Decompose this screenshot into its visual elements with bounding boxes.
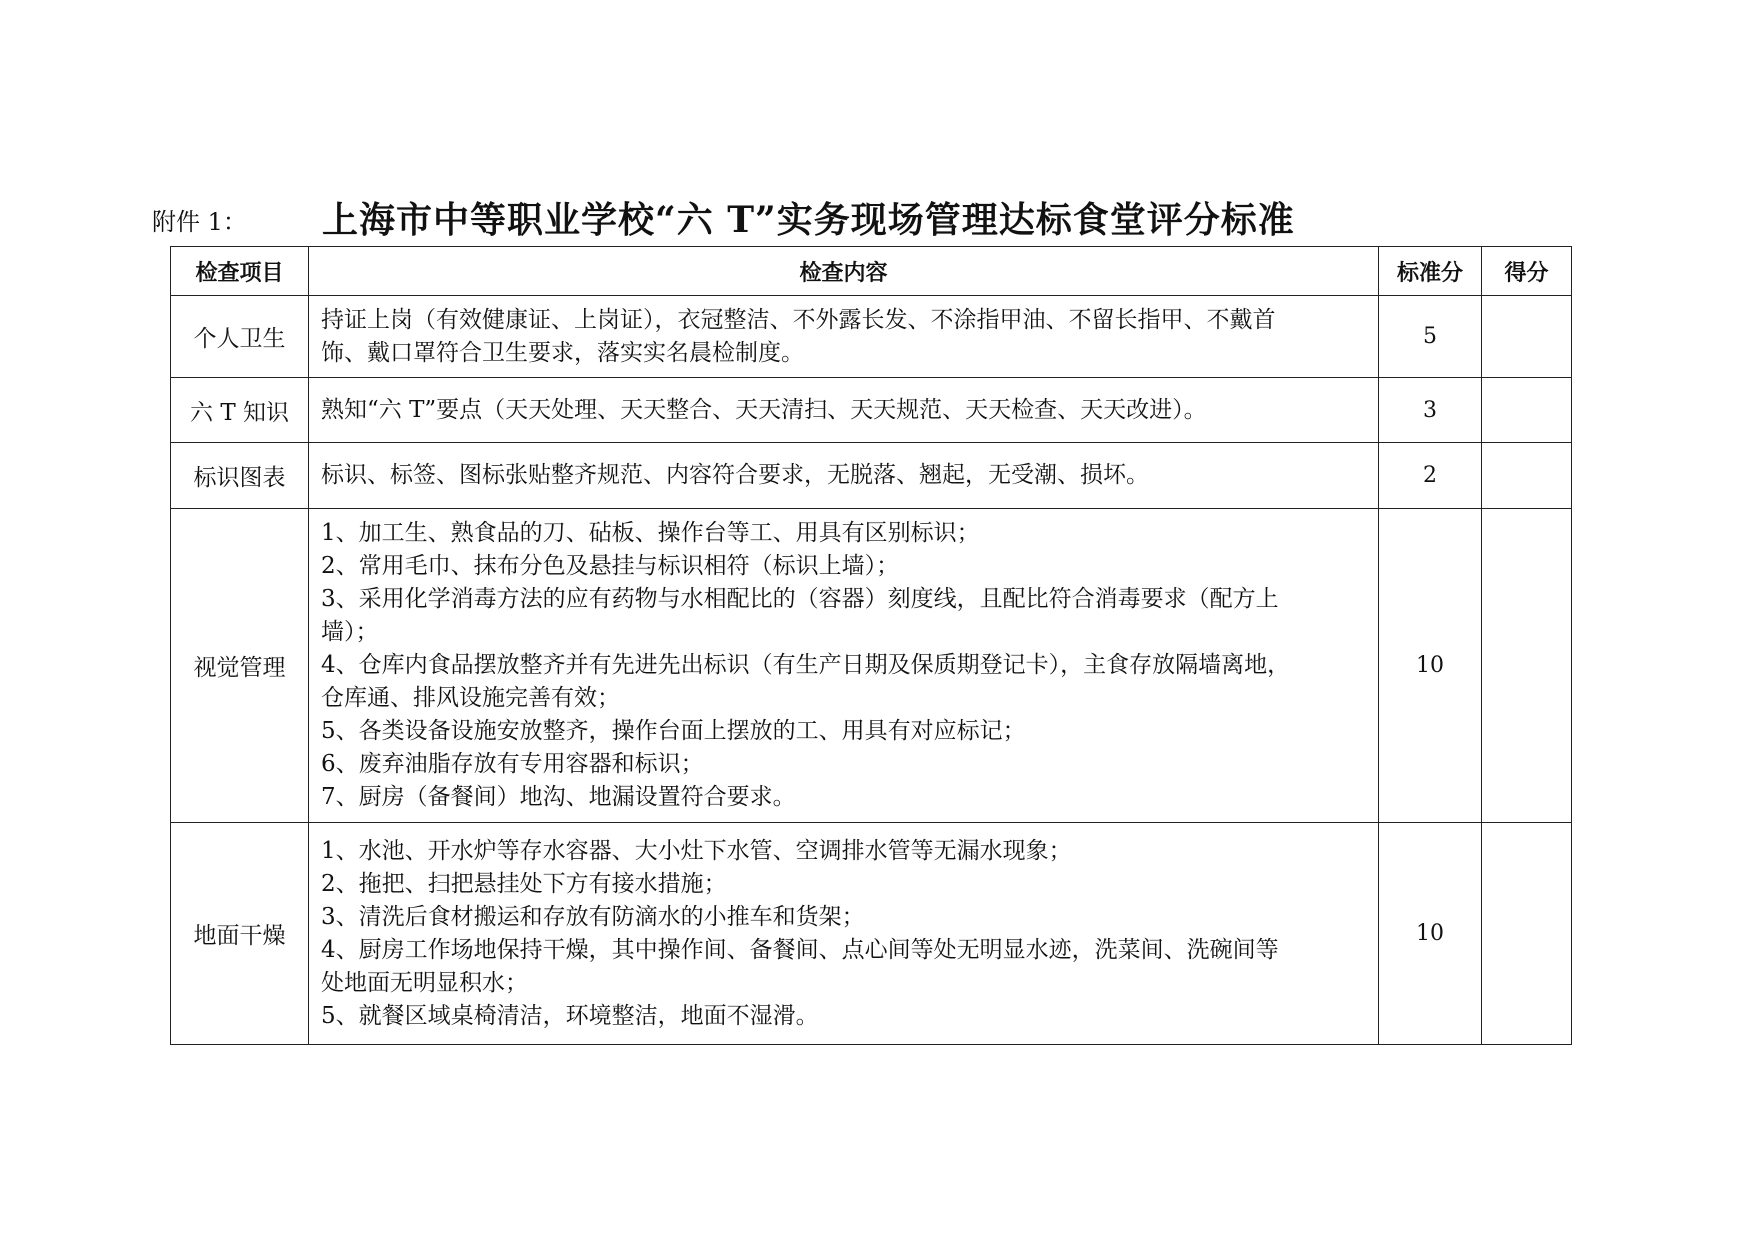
row-score-input[interactable]	[1482, 443, 1572, 509]
row-item: 六 T 知识	[171, 378, 309, 443]
content-line: 熟知“六 T”要点（天天处理、天天整合、天天清扫、天天规范、天天检查、天天改进）。	[321, 396, 1207, 423]
content-line: 3、清洗后食材搬运和存放有防滴水的小推车和货架；	[321, 903, 865, 930]
table-row	[171, 443, 1572, 509]
content-line: 2、拖把、扫把悬挂处下方有接水措施；	[321, 870, 727, 897]
content-line: 处地面无明显积水；	[321, 969, 528, 996]
row-standard-score: 3	[1379, 378, 1482, 443]
content-line: 4、仓库内食品摆放整齐并有先进先出标识（有生产日期及保质期登记卡），主食存放隔墙离地，	[321, 652, 1291, 678]
row-content	[309, 296, 1379, 378]
content-line: 1、水池、开水炉等存水容器、大小灶下水管、空调排水管等无漏水现象；	[321, 837, 1072, 864]
row-content	[309, 443, 1379, 509]
row-content	[309, 823, 1379, 1045]
column-header-item: 检查项目	[171, 247, 309, 296]
row-score-input[interactable]	[1482, 296, 1572, 378]
row-item: 视觉管理	[171, 509, 309, 823]
row-item: 标识图表	[171, 443, 309, 509]
content-line: 4、厨房工作场地保持干燥，其中操作间、备餐间、点心间等处无明显水迹，洗菜间、洗碗间等	[321, 936, 1279, 963]
content-line: 6、废弃油脂存放有专用容器和标识；	[321, 751, 704, 777]
column-header-standard-score: 标准分	[1379, 247, 1482, 296]
table-row	[171, 509, 1572, 823]
content-line: 3、采用化学消毒方法的应有药物与水相配比的（容器）刻度线，且配比符合消毒要求（配方上	[321, 586, 1279, 612]
document-header	[152, 192, 1552, 242]
table-header-row	[171, 247, 1572, 296]
content-line: 2、常用毛巾、抹布分色及悬挂与标识相符（标识上墙）；	[321, 553, 900, 579]
content-line: 5、就餐区域桌椅清洁，环境整洁，地面不湿滑。	[321, 1002, 819, 1029]
column-header-score: 得分	[1482, 247, 1572, 296]
column-header-content: 检查内容	[309, 247, 1379, 296]
content-line: 墙）；	[321, 619, 379, 645]
row-score-input[interactable]	[1482, 509, 1572, 823]
content-line: 持证上岗（有效健康证、上岗证），衣冠整洁、不外露长发、不涂指甲油、不留长指甲、不戴首	[321, 306, 1276, 333]
row-item: 个人卫生	[171, 296, 309, 378]
content-line: 标识、标签、图标张贴整齐规范、内容符合要求，无脱落、翘起，无受潮、损坏。	[321, 462, 1149, 488]
content-line: 1、加工生、熟食品的刀、砧板、操作台等工、用具有区别标识；	[321, 520, 980, 546]
row-score-input[interactable]	[1482, 823, 1572, 1045]
table-row	[171, 296, 1572, 378]
scoring-table	[170, 246, 1572, 1045]
content-line: 饰、戴口罩符合卫生要求，落实实名晨检制度。	[321, 339, 804, 366]
row-score-input[interactable]	[1482, 378, 1572, 443]
content-line: 仓库通、排风设施完善有效；	[321, 685, 620, 711]
table-row	[171, 823, 1572, 1045]
row-standard-score: 5	[1379, 296, 1482, 378]
row-standard-score: 10	[1379, 823, 1482, 1045]
attachment-label: 附件 1：	[152, 208, 247, 236]
document-title: 上海市中等职业学校“六 T”实务现场管理达标食堂评分标准	[322, 199, 1295, 241]
table-row	[171, 378, 1572, 443]
row-item: 地面干燥	[171, 823, 309, 1045]
row-standard-score: 2	[1379, 443, 1482, 509]
row-standard-score: 10	[1379, 509, 1482, 823]
row-content	[309, 509, 1379, 823]
content-line: 5、各类设备设施安放整齐，操作台面上摆放的工、用具有对应标记；	[321, 718, 1026, 744]
content-line: 7、厨房（备餐间）地沟、地漏设置符合要求。	[321, 784, 796, 810]
row-content	[309, 378, 1379, 443]
